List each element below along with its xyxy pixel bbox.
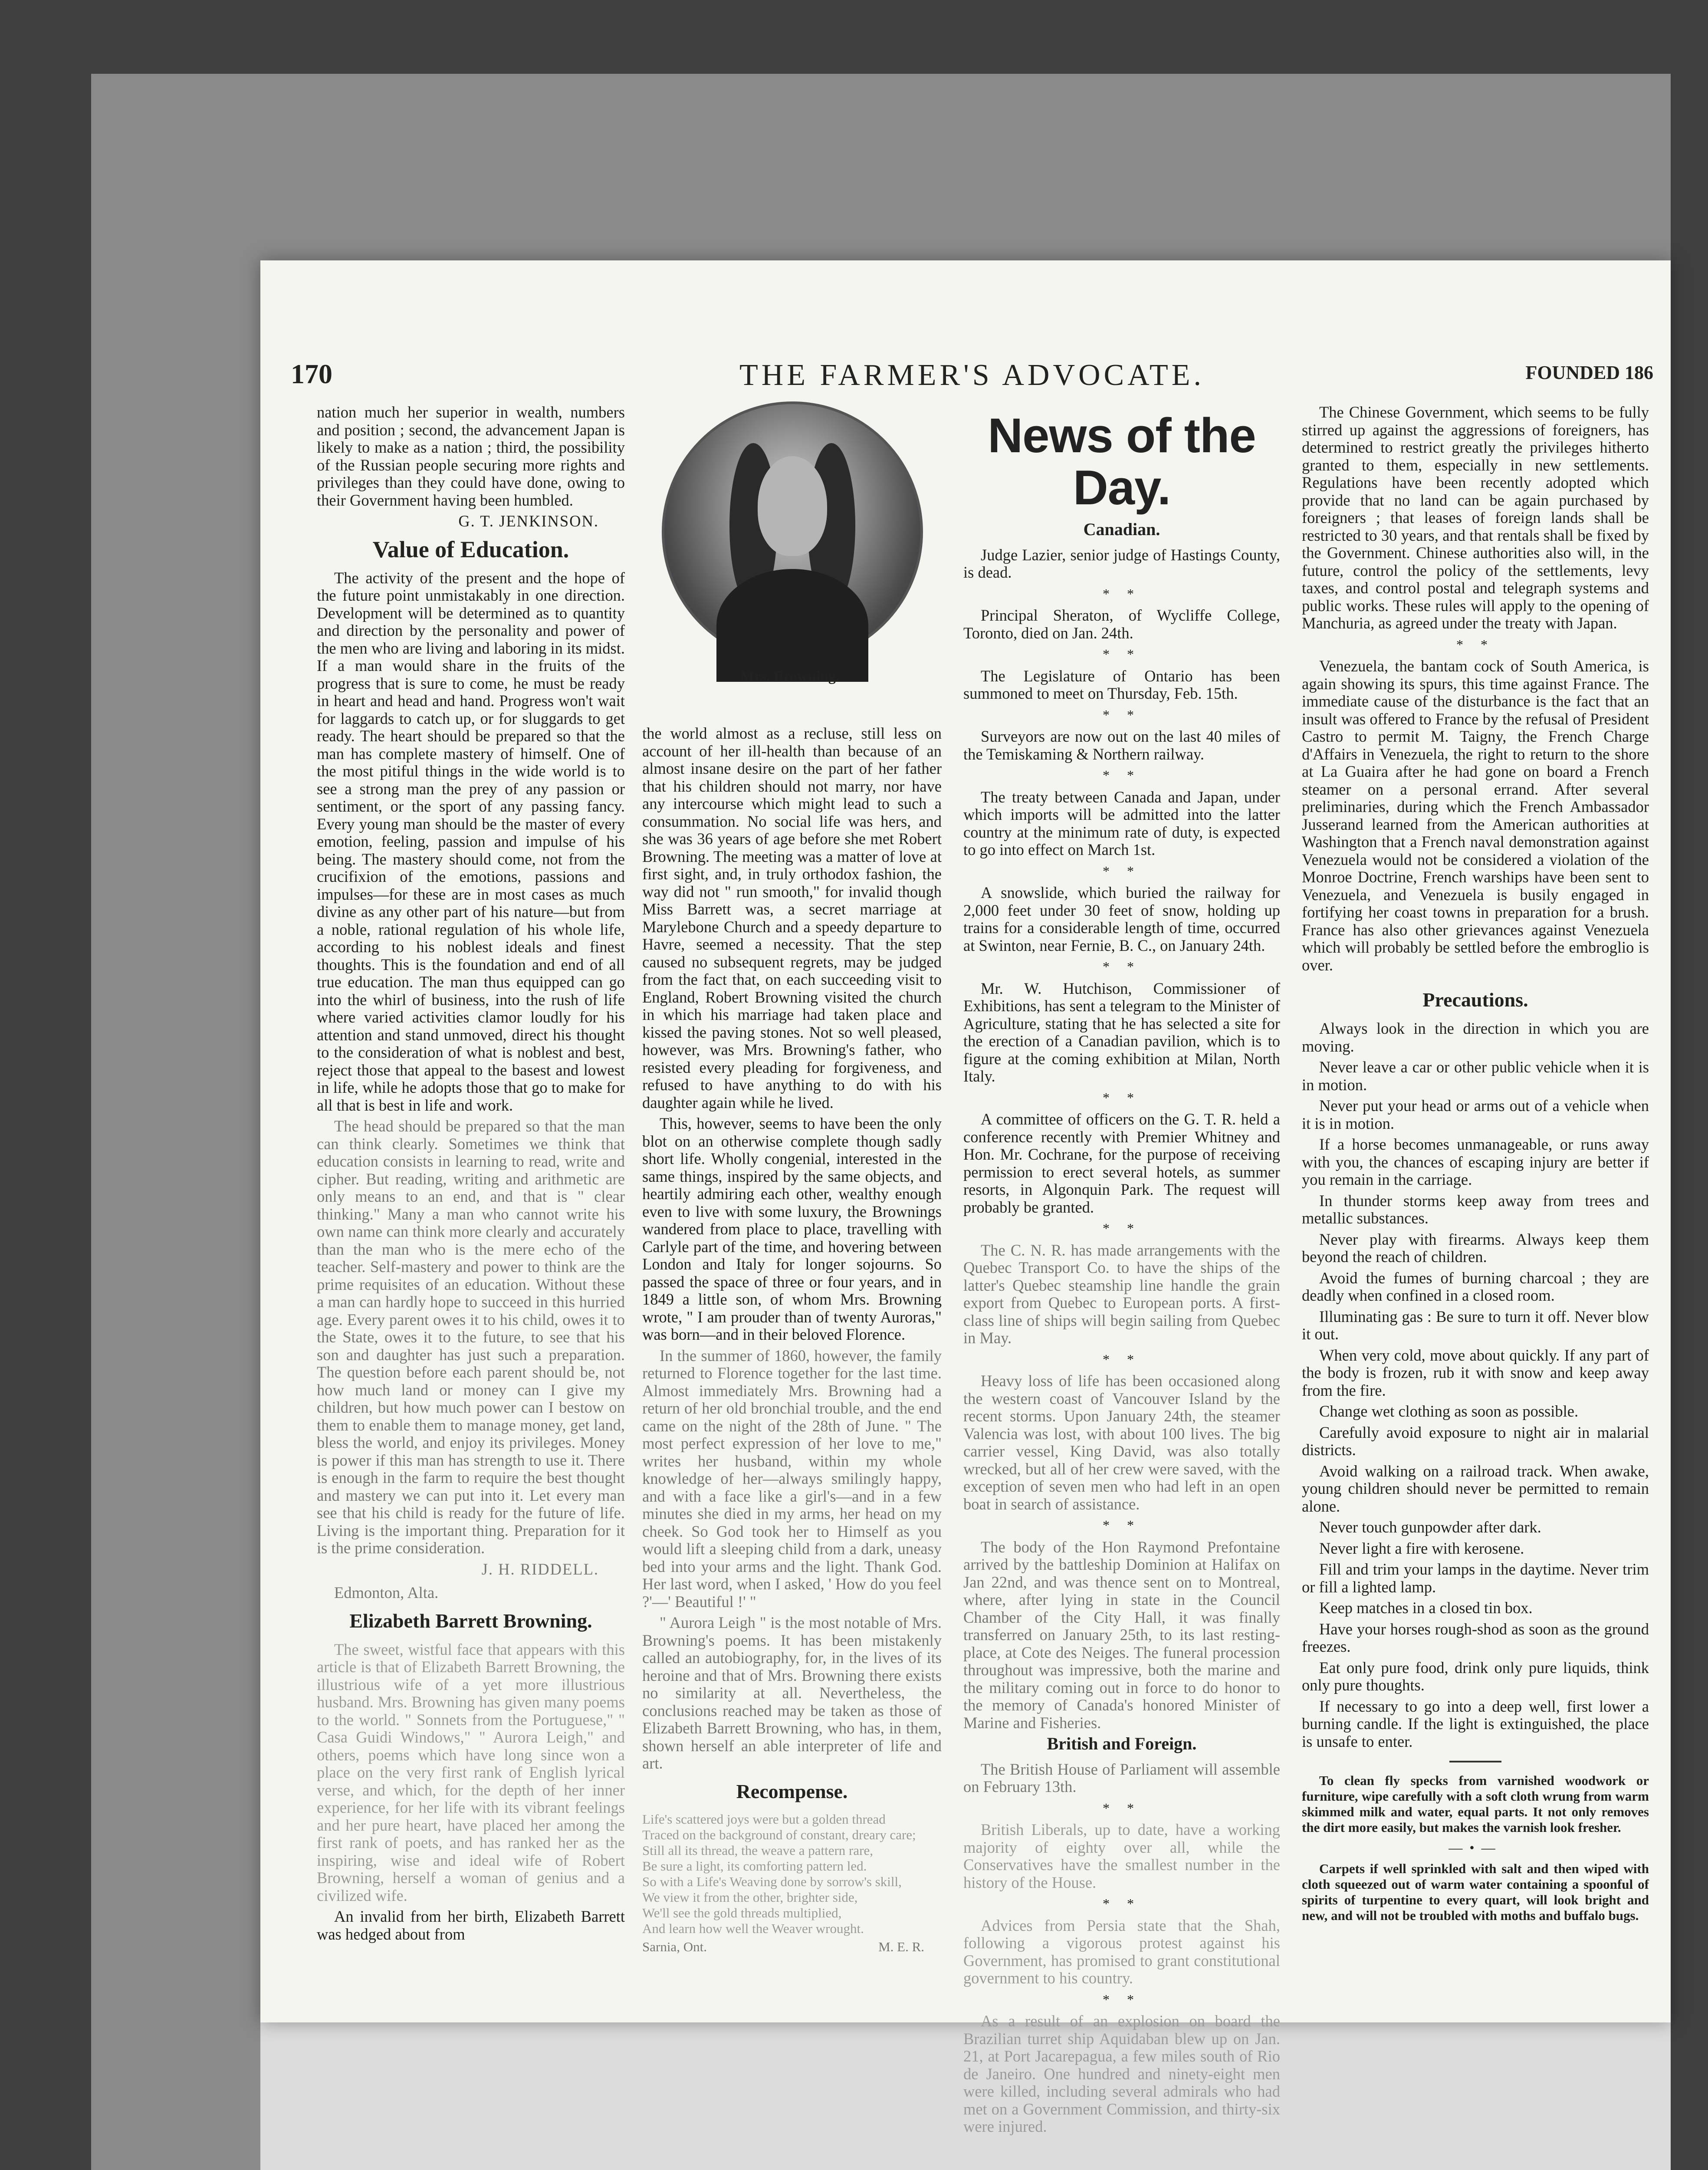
browning-paragraph-2: An invalid from her birth, Elizabeth Barrett was hedged about from (317, 1907, 625, 1943)
news-item: Heavy loss of life has been occasioned along the western coast of Vancouver Island by the recent storms. Upon January 24th, the steamer Valencia was lost, with about 100 lives. The big carrier vessel, King David, was also totally wrecked, but all of her crew were saved, with the exception of seven men who had left in an open boat in search of assistance. (963, 1372, 1280, 1513)
heading-value-of-education: Value of Education. (372, 536, 569, 562)
separator-stars: * * (1103, 1517, 1141, 1533)
precaution-item: Avoid the fumes of burning charcoal ; they are deadly when confined in a closed room. (1302, 1269, 1649, 1304)
separator-stars: * * (1456, 636, 1494, 652)
precaution-item: If a horse becomes unmanageable, or runs away with you, the chances of escaping injury are better if you remain in the carriage. (1302, 1135, 1649, 1188)
browning-continued-4: " Aurora Leigh " is the most notable of Mrs. Browning's poems. It has been mistakenly called an autobiography, for, in the lives of its heroine and that of Mrs. Browning there exists no similarity at all. Nevertheless, the conclusions reached may be taken as those of Elizabeth Barrett Browning, who has, in them, shown herself an able interpreter of life and art. (642, 1614, 942, 1772)
precaution-item: Illuminating gas : Be sure to turn it off. Never blow it out. (1302, 1307, 1649, 1343)
precaution-item: Keep matches in a closed tin box. (1319, 1599, 1533, 1617)
separator-stars: * * (1103, 1220, 1141, 1236)
heading-recompense: Recompense. (736, 1780, 848, 1802)
portrait-caption: Mrs. Browning. (740, 668, 840, 684)
news-item: Surveyors are now out on the last 40 miles of the Temiskaming & Northern railway. (963, 727, 1280, 763)
separator-stars: * * (1103, 585, 1141, 602)
news-item: A snowslide, which buried the railway for 2,000 feet under 30 feet of snow, holding up trains for a considerable length of time, occurred at Swinton, near Fernie, B. C., on January 24th. (963, 884, 1280, 954)
heading-elizabeth-barrett-browning: Elizabeth Barrett Browning. (349, 1609, 592, 1632)
section-divider (1449, 1761, 1501, 1762)
education-paragraph-1: The activity of the present and the hope of the future point unmistakably in one direction. Development will be determined as to quantity and direction by the personality and power of the men who are living and laboring in its midst. If a man would share in the fruits of the progress that is sure to come, he must be ready in heart and head and hand. Progress won't wait for laggards to catch up, or for sluggards to get ready. The heart should be prepared so that the man has complete mastery of himself. One of the most pitiful things in the wide world is to see a strong man the prey of any passion or sentiment, or the sport of any passing fancy. Every young man should be the master of every emotion, feeling, passion and impulse of his being. The mastery should come, not from the crucifixion of the emotions, passions and impulses—for these are in most cases as much divine as any other part of his nature—but from a noble, rational regulation of his whole life, according to his noblest ideals and finest thoughts. This is the foundation and end of all true education. The man thus equipped can go into the whirl of business, into the rush of life where varied activities clamor loudly for his attention and stand unmoved, direct his thought to the consideration of what is noblest and best, reject those that appeal to the basest and lowest in life, while he adopts those that go to make for all that is best in life and work. (317, 569, 625, 1114)
recompense-poem (642, 1812, 942, 1937)
poem-line: Traced on the background of constant, dreary care; (642, 1827, 916, 1842)
jenkinson-letter-end: nation much her superior in wealth, numbers and position ; second, the advancement Japan is likely to make as a nation ; third, the possibility of the Russian people securing more rights and privileges than they could have done, owing to their Government having been humbled. (317, 403, 625, 509)
precaution-item: Have your horses rough-shod as soon as the ground freezes. (1302, 1620, 1649, 1655)
precaution-item: Fill and trim your lamps in the daytime. Never trim or fill a lighted lamp. (1302, 1560, 1649, 1596)
separator-stars: * * (1103, 1089, 1141, 1105)
poem-line: We'll see the gold threads multiplied, (642, 1905, 842, 1920)
browning-continued-3: In the summer of 1860, however, the family returned to Florence together for the last time. Almost immediately Mrs. Browning had a return of her old bronchial trouble, and the end came on the night of the 28th of June. " The most perfect expression of her love to me," writes her husband, within my whole knowledge of her—always smilingly happy, and with a face like a girl's—and in a few minutes she died in my arms, her head on my cheek. So God took her to Himself as you would lift a sleeping child from a dark, uneasy bed into your arms and the light. Thank God. Her last word, when I asked, ' How do you feel ?'—' Beautiful !' " (642, 1346, 942, 1611)
page-number: 170 (291, 358, 332, 389)
precaution-item: Avoid walking on a railroad track. When awake, young children should never be permitted to remain alone. (1302, 1462, 1649, 1515)
poem-line: Life's scattered joys were but a golden thread (642, 1811, 886, 1827)
tip-carpets: Carpets if well sprinkled with salt and then wiped with cloth squeezed out of warm water containing a spoonful of spirits of turpentine to every quart, will look bright and new, and will not be troubled with moths and buffalo bugs. (1302, 1861, 1649, 1923)
poem-line: We view it from the other, brighter side, (642, 1889, 858, 1905)
separator-stars: * * (1103, 707, 1141, 723)
browning-continued-1: the world almost as a recluse, still less on account of her ill-health than because of an almost insane desire on the part of her father that his children should not marry, nor have any intercourse which might lead to such a consummation. No social life was hers, and she was 36 years of age before she met Robert Browning. The meeting was a matter of love at first sight, and, in truly orthodox fashion, the way did not " run smooth," for invalid though Miss Barrett was, a secret marriage at Marylebone Church and a speedy departure to Havre, seemed a necessity. That the step caused no subsequent regrets, may be judged from the fact that, on each succeeding visit to England, Robert Browning visited the church in which his marriage had taken place and kissed the paving stones. Not so well pleased, however, was Mrs. Browning's father, who resisted every pleading for forgiveness, and refused to have anything to do with his daughter again while he lived. (642, 724, 942, 1111)
news-item: Judge Lazier, senior judge of Hastings County, is dead. (963, 546, 1280, 581)
precaution-item: In thunder storms keep away from trees and metallic substances. (1302, 1191, 1649, 1227)
precaution-item: Never leave a car or other public vehicle when it is in motion. (1302, 1058, 1649, 1094)
poem-line: So with a Life's Weaving done by sorrow's skill, (642, 1874, 902, 1889)
newspaper-title: THE FARMER'S ADVOCATE. (739, 358, 1205, 392)
column-3 (963, 404, 1280, 2135)
heading-news-of-the-day: News of the Day. (988, 408, 1256, 515)
subhead-canadian: Canadian. (1083, 519, 1160, 539)
china-news: The Chinese Government, which seems to be fully stirred up against the aggressions of foreigners, has determined to restrict greatly the privileges hitherto granted to them, especially in new settlements. Regulations have been recently adopted which provide that no land can be again purchased by foreigners ; that leases of foreign lands shall be restricted to 30 years, and that rentals shall be fixed by the Government. Chinese authorities also will, in the future, control the policy of the settlements, levy taxes, and control postal and telegraph systems and public works. These rules will apply to the opening of Manchuria, as agreed under the treaty with Japan. (1302, 403, 1649, 632)
page-header (291, 358, 1653, 397)
signature-jenkinson: G. T. JENKINSON. (458, 512, 599, 530)
subhead-british-and-foreign: British and Foreign. (1047, 1734, 1197, 1753)
news-item: As a result of an explosion on board the Brazilian turret ship Aquidaban blew up on Jan. 21, at Port Jacarepagua, a few miles south of Rio de Janeiro. One hundred and ninety-eight men were killed, including several admirals who had met on a Government Commission, and thirty-six were injured. (963, 2012, 1280, 2135)
precaution-item: Change wet clothing as soon as possible. (1319, 1402, 1579, 1420)
news-item: The Legislature of Ontario has been summoned to meet on Thursday, Feb. 15th. (963, 667, 1280, 702)
poem-line: Still all its thread, the weave a pattern rare, (642, 1842, 873, 1858)
column-4 (1302, 404, 1649, 2018)
column-2 (642, 725, 942, 2018)
poem-line: Be sure a light, its comforting pattern led. (642, 1858, 867, 1874)
browning-continued-2: This, however, seems to have been the only blot on an otherwise complete though sadly short life. Wholly congenial, interested in the same things, inspired by the same objects, and heartily admiring each other, wealthy enough even to live with some luxury, the Brownings wandered from place to place, travelling with Carlyle part of the time, and hovering between London and Italy for longer sojourns. So passed the space of three or four years, and in 1849 a little son, of whom Mrs. Browning wrote, " I am prouder than of twenty Auroras," was born—and in their beloved Florence. (642, 1115, 942, 1343)
news-item: British Liberals, up to date, have a working majority of eighty over all, while the Conservatives have the smallest number in the history of the House. (963, 1821, 1280, 1891)
newspaper-page (260, 260, 1671, 2135)
precaution-item: Carefully avoid exposure to night air in malarial districts. (1302, 1423, 1649, 1459)
education-paragraph-2: The head should be prepared so that the man can think clearly. Sometimes we think that education consists in learning to read, write and cipher. But reading, writing and arithmetic are only means to an end, and that is " clear thinking." Many a man who cannot write his own name can think more clearly and accurately than the man who is the mere echo of the teacher. Self-mastery and power to think are the prime requisites of an education. Without these a man can hardly hope to succeed in this hurried age. Every parent owes it to his child, owes it to the State, owes it to the future, to see that his son and daughter has just such a preparation. The question before each parent should be, not how much land or money can I give my children, but how much power can I bestow on them to enable them to manage money, get land, bless the world, and enjoy its privileges. Money is power if this man has strength to use it. There is enough in the farm to require the best thought and mastery we can put into it. Let every man see that his child is ready for the future of life. Living is the important thing. Preparation for it is the prime consideration. (317, 1117, 625, 1557)
separator-stars: * * (1103, 646, 1141, 662)
portrait-mrs-browning (662, 401, 923, 663)
separator-stars: * * (1103, 959, 1141, 974)
precaution-item: Never play with firearms. Always keep them beyond the reach of children. (1302, 1230, 1649, 1266)
dateline-edmonton: Edmonton, Alta. (334, 1584, 439, 1601)
precaution-item: If necessary to go into a deep well, first lower a burning candle. If the light is extinguished, the place is unsafe to enter. (1302, 1697, 1649, 1750)
browning-paragraph-1: The sweet, wistful face that appears with this article is that of Elizabeth Barrett Browning, the illustrious wife of a yet more illustrious husband. Mrs. Browning has given many poems to the world. " Sonnets from the Portuguese," " Casa Guidi Windows," " Aurora Leigh," and others, poems which have long since won a place on the very first rank of English lyrical verse, and which, for the depth of her inner experience, for her life with its vibrant feelings and her pure heart, have placed her among the first rank of poets, and has ranked her as the inspiring, wise and ideal wife of Robert Browning, herself a woman of genius and a civilized wife. (317, 1640, 625, 1904)
precaution-item: Never touch gunpowder after dark. (1319, 1518, 1541, 1536)
precaution-item: Eat only pure food, drink only pure liquids, think only pure thoughts. (1302, 1658, 1649, 1694)
separator-stars: * * (1103, 863, 1141, 879)
news-item: The treaty between Canada and Japan, under which imports will be admitted into the latter country at the minimum rate of duty, is expected to go into effect on March 1st. (963, 788, 1280, 858)
news-item: Mr. W. Hutchison, Commissioner of Exhibitions, has sent a telegram to the Minister of Agriculture, stating that he has selected a site for the erection of a Canadian pavilion, which is to figure at the coming exhibition at Milan, North Italy. (963, 979, 1280, 1085)
precaution-item: Never light a fire with kerosene. (1319, 1539, 1524, 1557)
separator-stars: * * (1103, 1351, 1141, 1367)
news-item: The C. N. R. has made arrangements with the Quebec Transport Co. to have the ships of the latter's Quebec steamship line handle the grain export from Quebec to European ports. A first-class line of ships will begin sailing from Quebec in May. (963, 1241, 1280, 1347)
precaution-item: Always look in the direction in which you are moving. (1302, 1019, 1649, 1055)
news-item: Principal Sheraton, of Wycliffe College, Toronto, died on Jan. 24th. (963, 606, 1280, 642)
separator-stars: * * (1103, 767, 1141, 783)
separator-stars: * * (1103, 1991, 1141, 2007)
venezuela-news: Venezuela, the bantam cock of South America, is again showing its spurs, this time against France. The immediate cause of the disturbance is the fact that an insult was offered to France by the refusal of President Castro to permit M. Taigny, the French Charge d'Affairs in Venezuela, the right to return to the shore at La Guaira after he had gone on board a French steamer on a personal errand. After several preliminaries, during which the French Ambassador Jusserand learned from the American authorities at Washington that a French naval demonstration against Venezuela would not be considered a violation of the Monroe Doctrine, French warships have been sent to Venezuela, and Venezuela is busily engaged in fortifying her coast towns in preparation for a brush. France has also other grievances against Venezuela which will probably be settled before the embroglio is over. (1302, 657, 1649, 974)
recompense-place: Sarnia, Ont. (642, 1939, 707, 1954)
signature-riddell: J. H. RIDDELL. (481, 1560, 599, 1578)
separator-stars: * * (1103, 1800, 1141, 1816)
column-1 (317, 404, 625, 2018)
heading-precautions: Precautions. (1422, 989, 1528, 1011)
news-item: The body of the Hon Raymond Prefontaine arrived by the battleship Dominion at Halifax on Jan 22nd, and was thence sent on to Montreal, where, after lying in state in the Council Chamber of the City Hall, it was finally transferred on January 25th, to its last resting-place, at Cote des Neiges. The funeral procession throughout was impressive, both the marine and the military coming out in force to do honor to the memory of Canada's honored Minister of Marine and Fisheries. (963, 1538, 1280, 1732)
news-item: A committee of officers on the G. T. R. held a conference recently with Premier Whitney and Hon. Mr. Cochrane, for the purpose of receiving permission to erect several hotels, as summer resorts, in Algonquin Park. The request will probably be granted. (963, 1110, 1280, 1216)
news-item: Advices from Persia state that the Shah, following a vigorous protest against his Government, has promised to grant constitutional government to his country. (963, 1916, 1280, 1987)
precaution-item: Never put your head or arms out of a vehicle when it is in motion. (1302, 1097, 1649, 1132)
separator-dash: —•— (1449, 1840, 1502, 1855)
recompense-byline (642, 1937, 942, 1955)
tip-fly-specks: To clean fly specks from varnished woodwork or furniture, wipe carefully with a soft cloth wrung from warm skimmed milk and water, equal parts. It not only removes the dirt more easily, but makes the varnish look fresher. (1302, 1773, 1649, 1835)
separator-stars: * * (1103, 1896, 1141, 1911)
founded-label: FOUNDED 186 (1525, 362, 1653, 383)
precaution-item: When very cold, move about quickly. If any part of the body is frozen, rub it with snow and keep away from the fire. (1302, 1346, 1649, 1399)
recompense-signature: M. E. R. (878, 1939, 924, 1954)
poem-line: And learn how well the Weaver wrought. (642, 1920, 864, 1936)
news-item: The British House of Parliament will assemble on February 13th. (963, 1760, 1280, 1795)
